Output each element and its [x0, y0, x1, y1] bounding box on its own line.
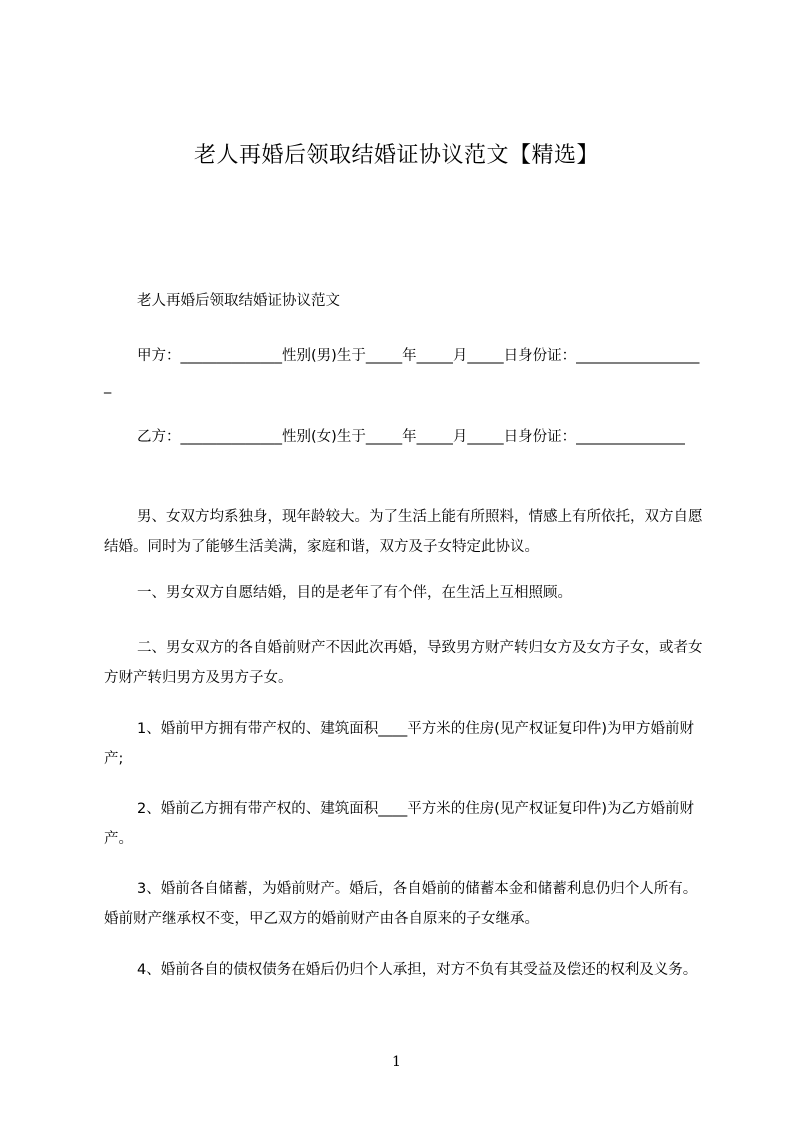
item-1-paragraph: 1、婚前甲方拥有带产权的、建筑面积____平方米的住房(见产权证复印件)为甲方婚前财产; — [104, 721, 695, 767]
document-subtitle: 老人再婚后领取结婚证协议范文 — [137, 293, 340, 309]
item-4-paragraph: 4、婚前各自的债权债务在婚后仍归个人承担，对方不负有其受益及偿还的权利及义务。 — [137, 962, 698, 978]
intro-paragraph: 男、女双方均系独身，现年龄较大。为了生活上能有所照料，情感上有所依托，双方自愿结婚。同时为了能够生活美满，家庭和谐，双方及子女特定此协议。 — [104, 509, 703, 555]
item-2-paragraph: 2、婚前乙方拥有带产权的、建筑面积____平方米的住房(见产权证复印件)为乙方婚前财产。 — [104, 801, 695, 847]
item-3-paragraph: 3、婚前各自储蓄，为婚前财产。婚后，各自婚前的储蓄本金和储蓄利息仍归个人所有。婚前财产继承权不变，甲乙双方的婚前财产由各自原来的子女继承。 — [104, 881, 698, 927]
party-a-line: 甲方：______________性别(男)生于_____年_____月_____日身份证：__________________ — [104, 348, 700, 394]
page-title: 老人再婚后领取结婚证协议范文【精选】 — [193, 143, 599, 168]
party-b-line: 乙方：______________性别(女)生于_____年_____月_____日身份证：_______________ — [137, 429, 685, 445]
page-number: 1 — [392, 1054, 401, 1070]
clause-1-paragraph: 一、男女双方自愿结婚，目的是老年了有个伴，在生活上互相照顾。 — [137, 585, 572, 601]
clause-2-paragraph: 二、男女双方的各自婚前财产不因此次再婚，导致男方财产转归女方及女方子女，或者女方财产转归男方及男方子女。 — [104, 640, 703, 686]
